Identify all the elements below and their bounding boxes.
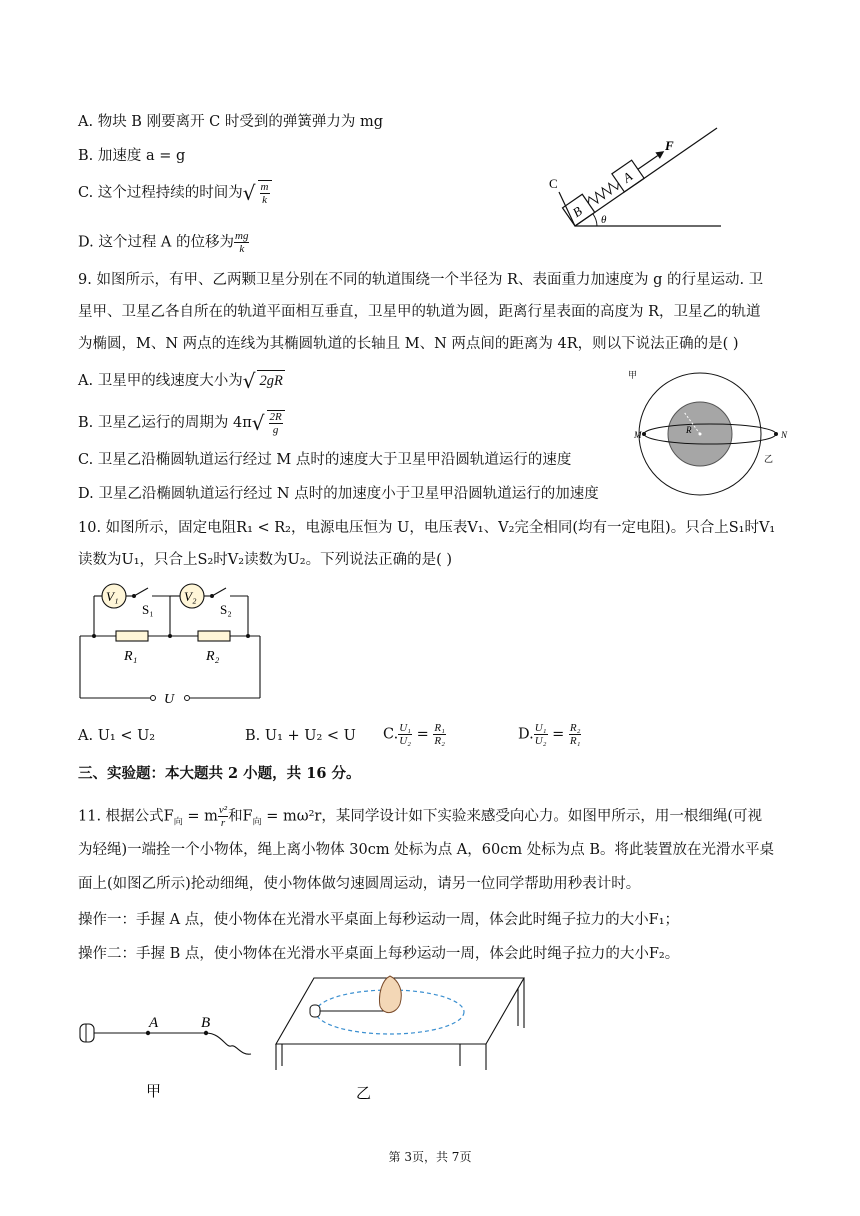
q11-fig-label-a: A (149, 1015, 159, 1031)
q9-stem-3: 为椭圆，M、N 两点的连线为其椭圆轨道的长轴且 M、N 两点间的距离为 4R，则以下说法正确的是( ) (78, 336, 739, 352)
page-footer: 第 3页，共 7页 (388, 1150, 472, 1164)
q9-fig-label-m: M (634, 430, 642, 440)
q10-c-right-num: R₁ (434, 722, 445, 734)
q11-sub-2: 向 (252, 817, 262, 828)
q9-stem-1: 9. 如图所示，有甲、乙两颗卫星分别在不同的轨道围绕一个半径为 R、表面重力加速度为 g 的行星运动. 卫 (78, 272, 764, 288)
spring (586, 179, 621, 208)
q9-b-denominator: g (272, 424, 279, 436)
q10-option-c: C. $\frac{\text{U₁}}{\text{U₂}}$ = $\frac{\text{R₁}}{\text{R₂}}$ (383, 722, 445, 747)
q8-option-c-text: C. 这个过程持续的时间为 (78, 185, 243, 201)
q10-circuit-figure (78, 580, 268, 710)
q10-fig-label-v1: V₁ (106, 589, 119, 604)
q8-fig-label-f: F (665, 138, 674, 153)
q10-stem-2: 读数为U₁，只合上S₂时V₂读数为U₂。下列说法正确的是( ) (78, 552, 453, 568)
q11-stem-part-a: 11. 根据公式F (78, 808, 174, 825)
q11-stem-part-d: = mω²r，某同学设计如下实验来感受向心力。如图甲所示，用一根细绳(可视 (261, 808, 762, 825)
q10-option-d: D. $\frac{\text{U₁}}{\text{U₂}}$ = $\frac{\text{R₂}}{\text{R₁}}$ (518, 722, 581, 747)
q9-fig-label-r: R (686, 425, 692, 435)
q10-stem-1: 10. 如图所示，固定电阻R₁ < R₂，电源电压恒为 U，电压表V₁、V₂完全相同(均有一定电阻)。只合上S₁时V₁ (78, 520, 776, 536)
q11-frac-den: r (220, 817, 226, 829)
q10-option-a: A. U₁ < U₂ (78, 728, 156, 744)
q11-operation-2: 操作二：手握 B 点，使小物体在光滑水平桌面上每秒运动一周，体会此时绳子拉力的大小F₂。 (78, 946, 680, 962)
q10-d-right-num: R₂ (569, 722, 581, 734)
q11-stem-part-c: 和F (228, 808, 253, 825)
q9-option-d: D. 卫星乙沿椭圆轨道运行经过 N 点时的加速度小于卫星甲沿圆轨道运行的加速度 (78, 486, 599, 502)
q9-stem-2: 星甲、卫星乙各自所在的轨道平面相互垂直，卫星甲的轨道为圆，距离行星表面的高度为 R，卫星乙的轨道 (78, 304, 761, 320)
q10-d-left-num: U₁ (534, 722, 547, 734)
q9-b-numerator: 2R (269, 411, 282, 423)
q10-c-left-den: U₂ (399, 735, 411, 747)
q8-option-d-text: D. 这个过程 A 的位移为 (78, 234, 235, 251)
q11-frac-num: v² (218, 804, 228, 816)
q9-orbit-figure (628, 368, 798, 498)
q10-fig-label-u: U (164, 692, 175, 707)
q8-d-denominator: k (239, 243, 245, 255)
q11-stem-2: 为轻绳)一端拴一个小物体，绳上离小物体 30cm 处标为点 A，60cm 处标为点 B。将此装置放在光滑水平桌 (78, 842, 774, 858)
q8-fig-label-theta: θ (601, 214, 607, 226)
q8-c-denominator: k (262, 194, 267, 206)
q10-c-left-num: U₁ (399, 722, 411, 734)
q9-option-a: A. 卫星甲的线速度大小为√ 2gR (78, 369, 283, 393)
q8-option-a: A. 物块 B 刚要离开 C 时受到的弹簧弹力为 mg (78, 114, 384, 130)
q10-fig-label-s2: S₂ (220, 602, 232, 617)
q8-c-numerator: m (260, 181, 269, 193)
q10-option-c-label: C. (383, 726, 399, 743)
q9-option-c: C. 卫星乙沿椭圆轨道运行经过 M 点时的速度大于卫星甲沿圆轨道运行的速度 (78, 452, 572, 468)
q8-option-b: B. 加速度 a = g (78, 148, 186, 164)
q9-fig-label-yi: 乙 (764, 454, 774, 464)
q10-option-b: B. U₁ + U₂ < U (245, 728, 356, 744)
q11-operation-1: 操作一：手握 A 点，使小物体在光滑水平桌面上每秒运动一周，体会此时绳子拉力的大小F₁； (78, 912, 680, 928)
q8-fig-label-c: C (549, 176, 558, 191)
q11-stem-3: 面上(如图乙所示)抡动细绳，使小物体做匀速圆周运动，请另一位同学帮助用秒表计时。 (78, 876, 641, 892)
q10-fig-label-v2: V₂ (184, 589, 197, 604)
q10-d-right-den: R₁ (569, 735, 581, 747)
q10-c-right-den: R₂ (434, 735, 445, 747)
q9-fig-label-jia: 甲 (628, 370, 638, 380)
q9-option-b-text: B. 卫星乙运行的周期为 4π (78, 415, 252, 431)
q11-figure-jia (76, 1008, 266, 1108)
q10-fig-label-s1: S₁ (142, 602, 154, 617)
q9-a-radicand: 2gR (257, 370, 284, 391)
q9-fig-label-n: N (781, 430, 788, 440)
q11-fig-label-yi: 乙 (356, 1086, 372, 1102)
small-object (80, 1024, 94, 1042)
q11-stem-1 (78, 804, 762, 832)
q8-incline-figure (545, 120, 735, 235)
resistor-r2 (198, 631, 230, 641)
q9-option-a-text: A. 卫星甲的线速度大小为 (78, 373, 243, 389)
q11-sub-1: 向 (173, 817, 183, 828)
q11-stem-part-b: = m (182, 808, 218, 825)
q8-fig-label-b: B (569, 203, 585, 221)
q10-option-d-label: D. (518, 726, 534, 743)
q11-fig-label-jia: 甲 (146, 1084, 162, 1100)
q8-d-numerator: mg (235, 230, 249, 242)
q11-figure-yi (272, 966, 532, 1116)
resistor-r1 (116, 631, 148, 641)
q8-option-d (78, 230, 249, 255)
q10-fig-label-r2: R₂ (206, 649, 220, 664)
q8-option-c: C. 这个过程持续的时间为√ $\frac{m}{k}$ (78, 180, 272, 206)
q8-fig-label-a: A (619, 168, 635, 186)
q10-fig-label-r1: R₁ (124, 649, 138, 664)
q10-d-left-den: U₂ (534, 735, 547, 747)
section-3-heading: 三、实验题：本大题共 2 小题，共 16 分。 (78, 765, 361, 782)
q11-fig-label-b: B (201, 1015, 211, 1031)
q9-option-b: B. 卫星乙运行的周期为 4π√ $\frac{2R}{g}$ (78, 410, 285, 436)
